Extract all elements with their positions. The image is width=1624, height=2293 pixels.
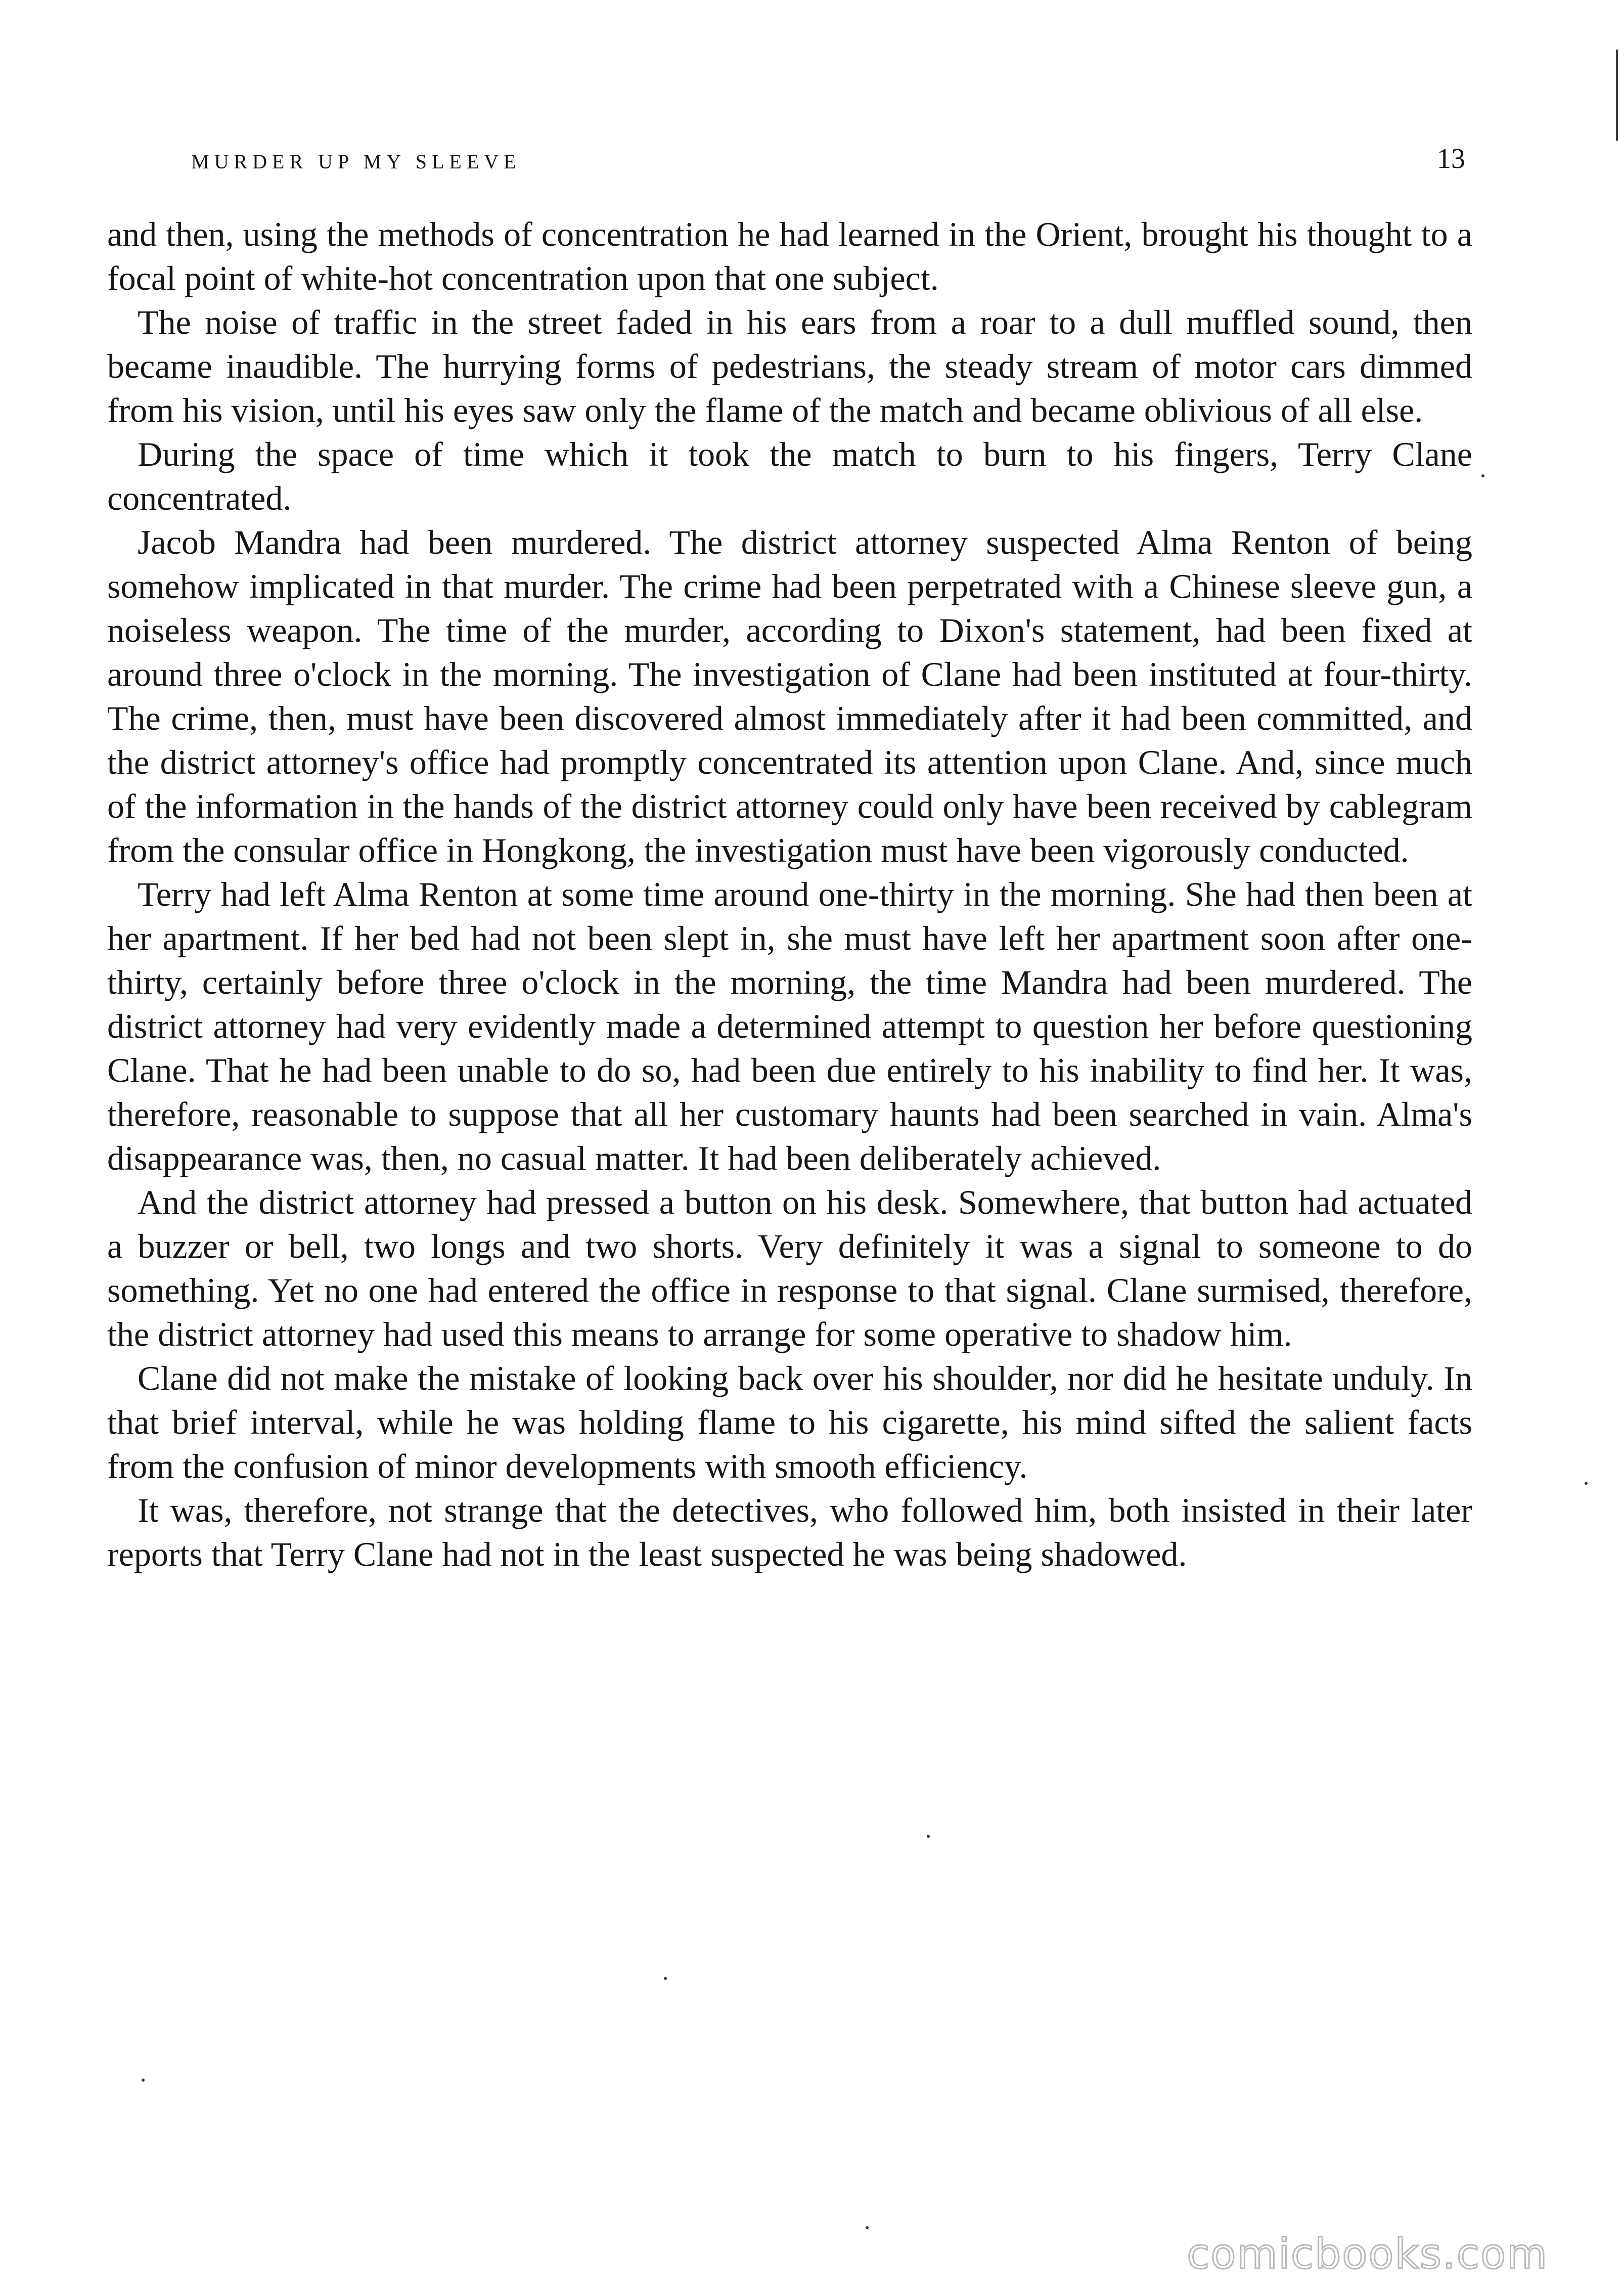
- paragraph: During the space of time which it took the match to burn to his fingers, Terry Clane concentrated.: [107, 435, 1472, 517]
- scan-speck: [1585, 1482, 1588, 1485]
- scan-speck: [866, 2226, 869, 2229]
- paragraph: The noise of traffic in the street faded in his ears from a roar to a dull muffled sound, then became inaudible. The hurrying forms of pedestrians, the steady stream of motor cars dimmed from his vision, until his eyes saw only the flame of the match and became oblivious of all else.: [107, 303, 1472, 429]
- running-head: [191, 143, 1465, 178]
- paragraph: Terry had left Alma Renton at some time around one-thirty in the morning. She had then been at her apartment. If her bed had not been slept in, she must have left her apartment soon after one-thirty, certainly before three o'clock in the morning, the time Mandra had been murdered. The district attorney had very evidently made a determined attempt to question her before questioning Clane. That he had been unable to do so, had been due entirely to his inability to find her. It was, therefore, reasonable to suppose that all her customary haunts had been searched in vain. Alma's disappearance was, then, no casual matter. It had been deliberately achieved.: [107, 875, 1472, 1177]
- scan-edge-mark: [1616, 50, 1618, 141]
- scan-speck: [1481, 474, 1484, 477]
- page-body: [107, 212, 1472, 1576]
- scan-speck: [664, 1977, 667, 1980]
- paragraph: Clane did not make the mistake of looking back over his shoulder, nor did he hesitate unduly. In that brief interval, while he was holding flame to his cigarette, his mind sifted the salient facts from the confusion of minor developments with smooth efficiency.: [107, 1359, 1472, 1485]
- scan-speck: [927, 1835, 930, 1838]
- paragraph: It was, therefore, not strange that the detectives, who followed him, both insisted in their later reports that Terry Clane had not in the least suspected he was being shadowed.: [107, 1491, 1472, 1573]
- running-title: MURDER UP MY SLEEVE: [191, 150, 521, 173]
- scan-speck: [142, 2079, 145, 2082]
- paragraph-continued: and then, using the methods of concentration he had learned in the Orient, brought his thought to a focal point of white-hot concentration upon that one subject.: [107, 215, 1472, 297]
- paragraph: Jacob Mandra had been murdered. The district attorney suspected Alma Renton of being somehow implicated in that murder. The crime had been perpetrated with a Chinese sleeve gun, a noiseless weapon. The time of the murder, according to Dixon's statement, had been fixed at around three o'clock in the morning. The investigation of Clane had been instituted at four-thirty. The crime, then, must have been discovered almost immediately after it had been committed, and the district attorney's office had promptly concentrated its attention upon Clane. And, since much of the information in the hands of the district attorney could only have been received by cablegram from the consular office in Hongkong, the investigation must have been vigorously conducted.: [107, 523, 1472, 869]
- watermark: comicbooks.com: [1187, 2230, 1548, 2278]
- page-number: 13: [1437, 143, 1465, 174]
- paragraph: And the district attorney had pressed a button on his desk. Somewhere, that button had actuated a buzzer or bell, two longs and two shorts. Very definitely it was a signal to someone to do something. Yet no one had entered the office in response to that signal. Clane surmised, therefore, the district attorney had used this means to arrange for some operative to shadow him.: [107, 1183, 1472, 1353]
